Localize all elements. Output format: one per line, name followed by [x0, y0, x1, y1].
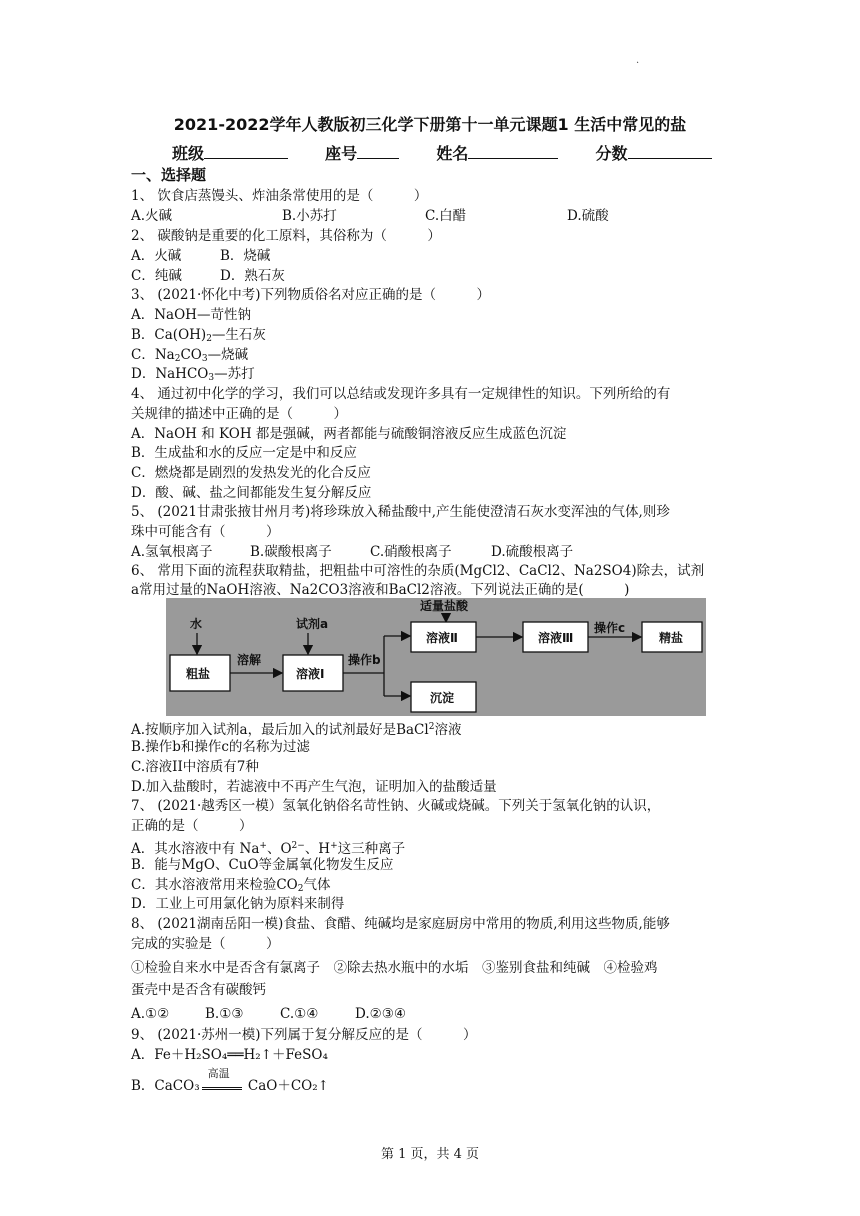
q9-stem: 9、 (2021·苏州一模)下列属于复分解反应的是（ ）: [131, 1027, 477, 1043]
q5-stem-1: 5、 (2021甘肃张掖甘州月考)将珍珠放入稀盐酸中,产生能使澄清石灰水变浑浊的气体,则珍: [131, 504, 670, 520]
q5-option-d: D.硫酸根离子: [491, 544, 574, 560]
q9-option-a: A．Fe＋H₂SO₄══H₂↑＋FeSO₄: [131, 1047, 328, 1063]
name-blank[interactable]: [468, 144, 558, 159]
q6-stem-2: a常用过量的NaOH溶液、Na2CO3溶液和BaCl2溶液。下列说法正确的是( ): [131, 582, 630, 598]
q7-option-b: B．能与MgO、CuO等金属氧化物发生反应: [131, 857, 394, 873]
seat-label: 座号: [325, 144, 358, 163]
q6-option-c: C.溶液II中溶质有7种: [131, 759, 259, 775]
flow-crude-salt-label: 粗盐: [186, 667, 211, 681]
class-blank[interactable]: [204, 144, 288, 159]
q5-stem-2: 珠中可能含有（ ）: [131, 524, 280, 540]
q4-option-d: D．酸、碱、盐之间都能发生复分解反应: [131, 485, 372, 501]
q7-option-c: C．其水溶液常用来检验$CO_2$气体: [131, 877, 331, 894]
q4-stem-2: 关规律的描述中正确的是（ ）: [131, 406, 347, 422]
q1-option-c: C.白醋: [425, 208, 467, 224]
q7-option-d: D．工业上可用氯化钠为原料来制得: [131, 896, 345, 912]
q7-option-a: A．其水溶液中有 Na+、$O^{2-}$、H+这三种离子: [131, 841, 406, 857]
flow-solution-3-label: 溶液Ⅲ: [538, 631, 574, 645]
q4-option-a: A．NaOH 和 KOH 都是强碱，两者都能与硫酸铜溶液反应生成蓝色沉淀: [131, 426, 567, 442]
q8-stem-1: 8、 (2021湖南岳阳一模)食盐、食醋、纯碱均是家庭厨房中常用的物质,利用这些物质,能够: [131, 916, 670, 932]
q1-stem: 1、 饮食店蒸馒头、炸油条常使用的是（ ）: [131, 188, 428, 204]
q2-stem: 2、 碳酸钠是重要的化工原料，其俗称为（ ）: [131, 228, 441, 244]
q8-option-a: A.①②: [131, 1006, 170, 1022]
flow-dissolve-label: 溶解: [237, 653, 262, 667]
student-info-row: [172, 141, 712, 164]
q1-option-b: B.小苏打: [282, 208, 337, 224]
flow-water-label: 水: [190, 617, 203, 631]
q3-option-c: C．$Na_2CO_3—$烧碱: [131, 347, 249, 364]
score-label: 分数: [595, 144, 628, 163]
q6-stem-1: 6、 常用下面的流程获取精盐，把粗盐中可溶性的杂质(MgCl2、CaCl2、Na2SO4)除去，试剂: [131, 563, 705, 579]
name-label: 姓名: [436, 144, 469, 163]
page-footer: 第 1 页，共 4 页: [380, 1147, 480, 1162]
q2-option-a: A．火碱: [131, 248, 182, 264]
score-blank[interactable]: [628, 144, 712, 159]
q5-option-c: C.硝酸根离子: [370, 544, 452, 560]
flow-hcl-label: 适量盐酸: [420, 599, 469, 613]
q4-option-c: C．燃烧都是剧烈的发热发光的化合反应: [131, 465, 371, 481]
flow-op-c-label: 操作c: [594, 621, 626, 635]
q3-option-a: A．NaOH—苛性钠: [131, 307, 251, 323]
flow-fine-salt-label: 精盐: [659, 631, 684, 645]
q9-reaction-arrow: [202, 1067, 242, 1090]
section-title: 一、选择题: [131, 166, 207, 184]
q9-condition-label: 高温: [207, 1067, 230, 1080]
q8-items-2: 蛋壳中是否含有碳酸钙: [131, 982, 266, 998]
flow-reagent-a-label: 试剂a: [296, 617, 329, 631]
q2-option-c: C．纯碱: [131, 268, 182, 284]
q8-option-d: D.②③④: [355, 1006, 406, 1022]
q7-stem-2: 正确的是（ ）: [131, 818, 253, 834]
q9-option-b: B．CaCO₃ 高温 CaO＋CO₂↑: [131, 1067, 329, 1094]
flow-diagram: [166, 598, 706, 716]
q5-option-a: A.氢氧根离子: [131, 544, 213, 560]
q5-option-b: B.碳酸根离子: [250, 544, 332, 560]
q7-stem-1: 7、 (2021·越秀区一模）氢氧化钠俗名苛性钠、火碱或烧碱。下列关于氢氧化钠的认识，: [131, 798, 661, 814]
q6-option-b: B.操作b和操作c的名称为过滤: [131, 739, 310, 755]
q8-option-c: C.①④: [280, 1006, 319, 1022]
flow-diagram-svg: [166, 598, 706, 716]
header-dot: ·: [636, 58, 640, 69]
flow-solution-2-label: 溶液Ⅱ: [426, 631, 458, 645]
flow-op-b-label: 操作b: [348, 653, 381, 667]
q2-option-b: B．烧碱: [220, 248, 271, 264]
flow-precipitate-label: 沉淀: [430, 691, 455, 705]
q8-stem-2: 完成的实验是（ ）: [131, 936, 280, 952]
q1-option-d: D.硫酸: [567, 208, 609, 224]
q8-option-b: B.①③: [205, 1006, 244, 1022]
q3-option-d: D．NaHCO$_3$—苏打: [131, 366, 255, 383]
q1-option-a: A.火碱: [131, 208, 173, 224]
flow-solution-1-label: 溶液I: [296, 667, 325, 681]
q6-option-d: D.加入盐酸时，若滤液中不再产生气泡，证明加入的盐酸适量: [131, 779, 497, 795]
q6-option-a: A.按顺序加入试剂a，最后加入的试剂最好是BaCl$^2$溶液: [131, 722, 462, 738]
q3-stem: 3、 (2021·怀化中考)下列物质俗名对应正确的是（ ）: [131, 287, 491, 303]
page-title: 2021-2022学年人教版初三化学下册第十一单元课题1 生活中常见的盐: [173, 115, 687, 134]
class-label: 班级: [172, 144, 205, 163]
q3-option-b: B．$Ca(OH)_2—$生石灰: [131, 327, 266, 344]
seat-blank[interactable]: [357, 144, 399, 159]
q4-option-b: B．生成盐和水的反应一定是中和反应: [131, 445, 357, 461]
q8-items-1: ①检验自来水中是否含有氯离子 ②除去热水瓶中的水垢 ③鉴别食盐和纯碱 ④检验鸡: [131, 960, 658, 976]
q4-stem-1: 4、 通过初中化学的学习，我们可以总结或发现许多具有一定规律性的知识。下列所给的有: [131, 386, 671, 402]
q2-option-d: D．熟石灰: [220, 268, 285, 284]
